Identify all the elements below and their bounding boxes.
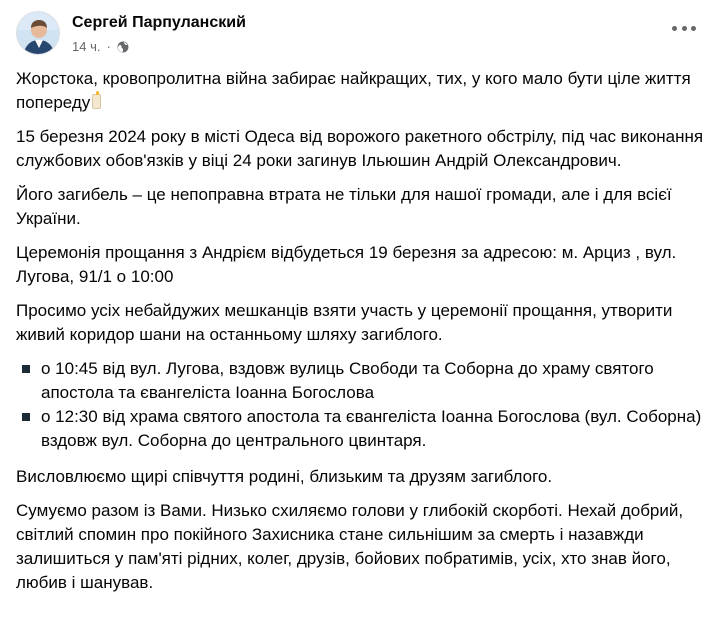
post-paragraph: Висловлюємо щирі співчуття родині, близьким та друзям загиблого. [16, 467, 553, 486]
author-avatar[interactable] [16, 11, 60, 55]
post-text [16, 67, 706, 605]
candle-emoji-icon [92, 94, 101, 109]
post-paragraph: Його загибель – це непоправна втрата не тільки для нашої громади, але і для всієї України. [16, 185, 672, 228]
list-item [16, 405, 706, 453]
post-paragraph [16, 67, 706, 115]
more-options-icon[interactable] [672, 21, 696, 35]
separator-dot: · [106, 39, 111, 54]
post-meta [72, 13, 246, 55]
list-item [16, 357, 706, 405]
post-header [16, 8, 246, 58]
post-paragraph: Сумуємо разом із Вами. Низько схиляємо голови у глибокій скорботі. Нехай добрий, світлий спомин про покійного Захисника стане сильнішим за смерть і назавжди залишиться у пам'яті рідних, колег, друзів, бойових побратимів, усіх, хто знав його, любив і шанував. [16, 501, 684, 592]
route-list [16, 357, 706, 453]
menu-dot [691, 26, 696, 31]
menu-dot [672, 26, 677, 31]
globe-icon[interactable] [117, 41, 129, 53]
black-square-icon [22, 365, 30, 373]
post-subline [72, 39, 246, 55]
list-item-text: о 10:45 від вул. Лугова, вздовж вулиць Свободи та Соборна до храму святого апостола та євангеліста Іоанна Богослова [41, 359, 654, 402]
post-paragraph: Просимо усіх небайдужих мешканців взяти участь у церемонії прощання, утворити живий коридор шани на останньому шляху загиблого. [16, 301, 673, 344]
post-paragraph: Церемонія прощання з Андрієм відбудеться 19 березня за адресою: м. Арциз , вул. Лугова, 91/1 о 10:00 [16, 243, 677, 286]
post-paragraph: 15 березня 2024 року в місті Одеса від ворожого ракетного обстрілу, під час виконання службових обов'язків у віці 24 роки загинув Ільюшин Андрій Олександрович. [16, 127, 704, 170]
black-square-icon [22, 413, 30, 421]
author-name[interactable]: Сергей Парпуланский [72, 14, 246, 31]
menu-dot [682, 26, 687, 31]
post-time[interactable]: 14 ч. [72, 39, 101, 54]
paragraph-text: Жорстока, кровопролитна війна забирає найкращих, тих, у кого мало бути ціле життя попереду [16, 69, 691, 112]
list-item-text: о 12:30 від храма святого апостола та євангеліста Іоанна Богослова (вул. Соборна) вздовж вул. Соборна до центрального цвинтаря. [41, 407, 702, 450]
